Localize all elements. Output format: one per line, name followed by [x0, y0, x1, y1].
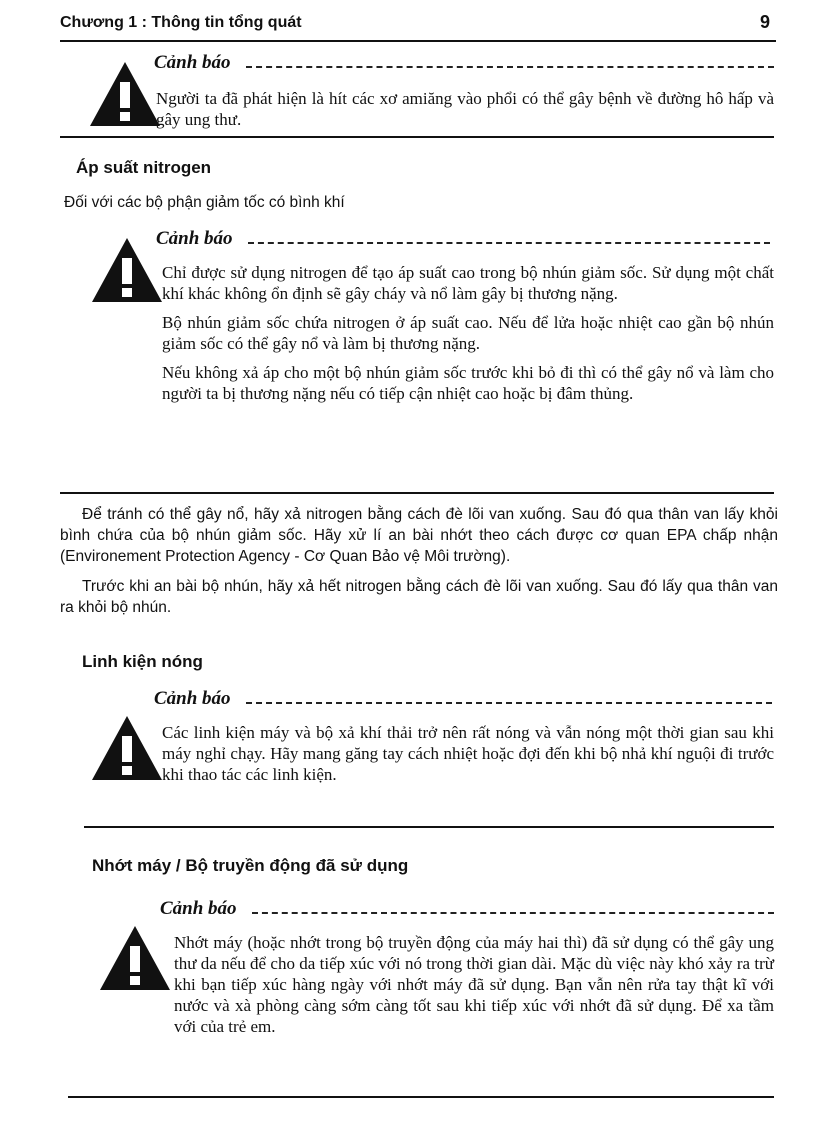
warning-triangle-icon	[90, 236, 164, 304]
warning-dash-line	[246, 702, 772, 704]
warning-block-1	[88, 50, 778, 140]
warning-bottom-rule	[68, 1096, 774, 1098]
warning-dash-line	[248, 242, 770, 244]
page-header	[60, 8, 776, 42]
warning-label: Cảnh báo	[154, 52, 231, 73]
warning-paragraph: Bộ nhún giảm sốc chứa nitrogen ở áp suất cao. Nếu để lửa hoặc nhiệt cao gần bộ nhún giảm sốc có thể gây nổ và làm bị thương nặng.	[162, 313, 774, 353]
warning-bottom-rule	[84, 826, 774, 828]
warning-triangle-icon	[98, 924, 172, 992]
warning-label: Cảnh báo	[154, 688, 231, 709]
warning-dash-line	[252, 912, 774, 914]
warning-bottom-rule	[60, 492, 774, 494]
section-title-hot-parts: Linh kiện nóng	[82, 652, 203, 671]
warning-triangle-icon	[88, 60, 162, 128]
warning-block-4	[98, 896, 788, 1112]
warning-paragraph: Nếu không xả áp cho một bộ nhún giảm sốc trước khi bỏ đi thì có thể gây nổ và làm cho người ta bị thương nặng nếu có tiếp cận nhiệt cao hoặc bị đâm thủng.	[162, 363, 774, 403]
nitrogen-instructions	[60, 504, 778, 627]
page-number: 9	[759, 12, 770, 32]
chapter-title: Chương 1 : Thông tin tổng quát	[60, 14, 302, 31]
warning-text	[174, 932, 774, 1045]
warning-dash-line	[246, 66, 774, 68]
warning-paragraph: Chỉ được sử dụng nitrogen để tạo áp suất cao trong bộ nhún giảm sốc. Sử dụng một chất khí khác không ổn định sẽ gây cháy và nổ làm gây bị thương nặng.	[162, 263, 774, 303]
warning-paragraph: Người ta đã phát hiện là hít các xơ amiăng vào phổi có thể gây bệnh về đường hô hấp và gây ung thư.	[156, 89, 774, 129]
warning-text	[162, 722, 774, 793]
section-title-nitrogen: Áp suất nitrogen	[76, 158, 212, 177]
warning-paragraph: Nhớt máy (hoặc nhớt trong bộ truyền động của máy hai thì) đã sử dụng có thể gây ung thư da nếu để cho da tiếp xúc với nó trong thời gian dài. Mặc dù việc này khó xảy ra trừ khi bạn tiếp xúc hàng ngày với nhớt máy đã sử dụng. Bạn vẫn nên rửa tay thật kĩ với nước và xà phòng càng sớm càng tốt sau khi tiếp xúc với nhớt đã sử dụng. Để xa tầm với của trẻ em.	[174, 933, 774, 1036]
nitrogen-intro: Đối với các bộ phận giảm tốc có bình khí	[64, 194, 345, 211]
warning-bottom-rule	[60, 136, 774, 138]
warning-block-2	[90, 226, 780, 496]
warning-text	[162, 262, 774, 412]
warning-text	[156, 88, 774, 138]
section-title-used-oil: Nhớt máy / Bộ truyền động đã sử dụng	[92, 856, 409, 875]
warning-label: Cảnh báo	[160, 898, 237, 919]
warning-paragraph: Các linh kiện máy và bộ xả khí thải trở nên rất nóng và vẫn nóng một thời gian sau khi máy nghỉ chạy. Hãy mang găng tay cách nhiệt hoặc đợi đến khi bộ nhả khí nguội đi trước khi thao tác các linh kiện.	[162, 723, 774, 784]
warning-triangle-icon	[90, 714, 164, 782]
paragraph: Trước khi an bài bộ nhún, hãy xả hết nitrogen bằng cách đè lõi van xuống. Sau đó lấy qua thân van ra khỏi bộ nhún.	[60, 578, 778, 616]
warning-label: Cảnh báo	[156, 228, 233, 249]
warning-block-3	[90, 686, 780, 832]
paragraph: Để tránh có thể gây nổ, hãy xả nitrogen bằng cách đè lõi van xuống. Sau đó qua thân van lấy khỏi bình chứa của bộ nhún giảm sốc. Hãy xử lí an bài nhớt theo cách được cơ quan EPA chấp nhận (Environement Protection Agency - Cơ Quan Bảo vệ Môi trường).	[60, 506, 778, 565]
